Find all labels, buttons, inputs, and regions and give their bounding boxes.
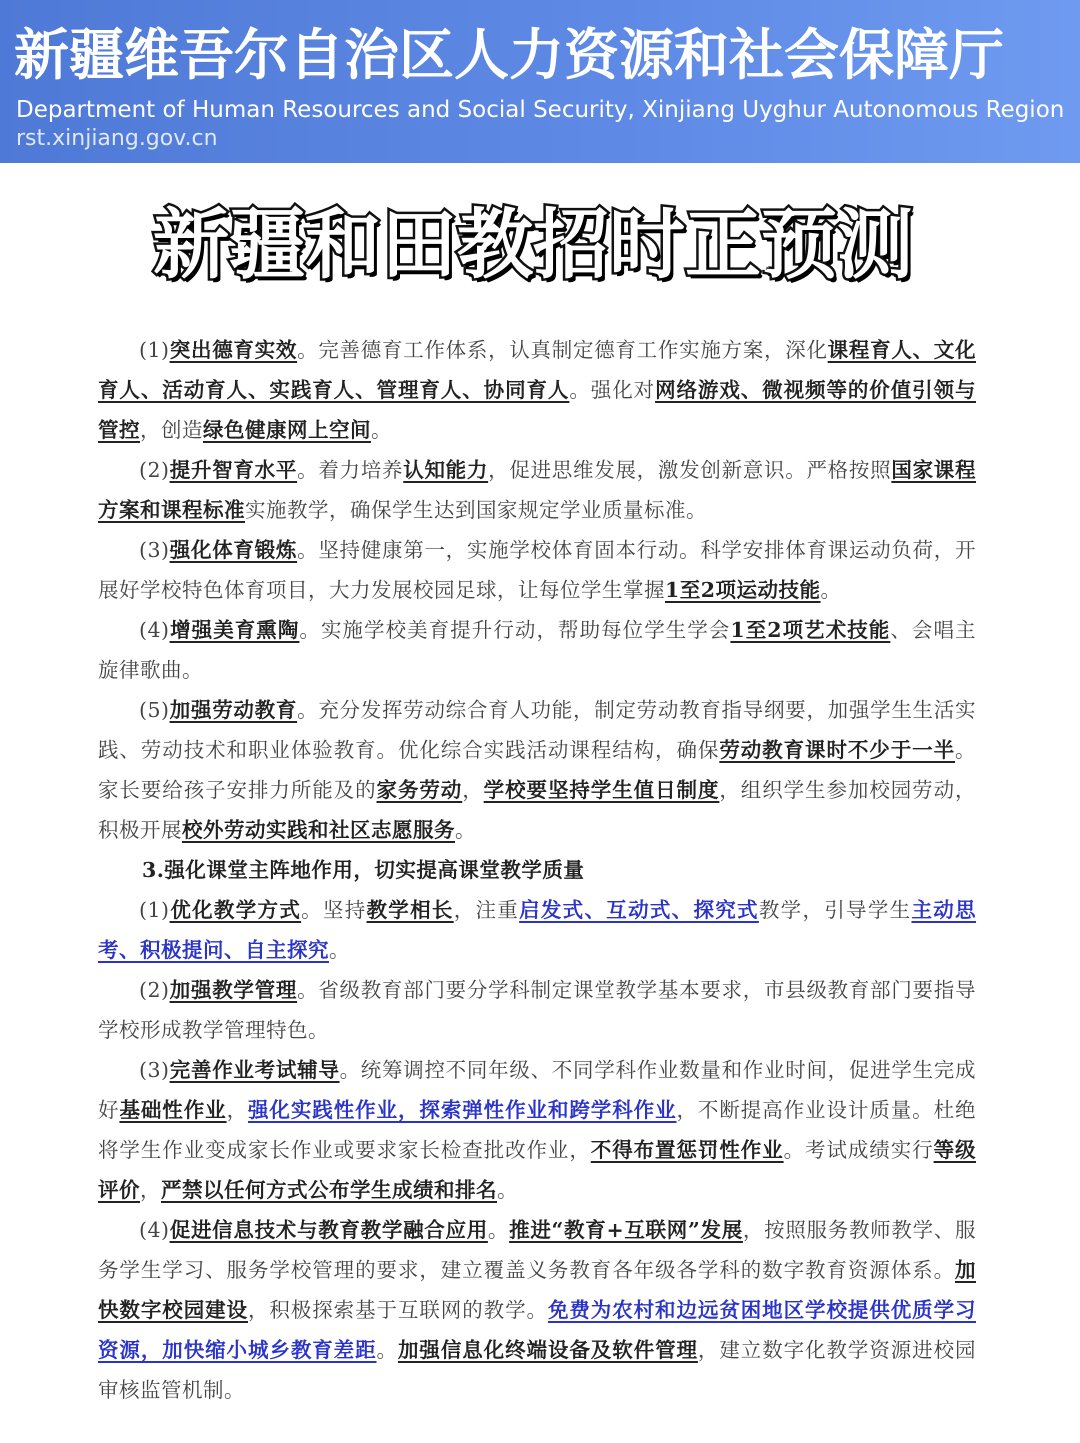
body-text: 。 <box>376 1338 398 1362</box>
department-title-cn: 新疆维吾尔自治区人力资源和社会保障厅 <box>14 23 1005 87</box>
body-text: 。实施学校美育提升行动，帮助每位学生学会 <box>299 618 731 642</box>
emphasis-text: 教学相长 <box>366 898 454 922</box>
header-banner <box>0 0 1080 163</box>
body-text: 、会唱主旋律歌曲。 <box>98 618 977 682</box>
body-text: 。 <box>820 578 842 602</box>
emphasis-text: 1至2项运动技能 <box>665 578 821 602</box>
department-title-en: Department of Human Resources and Social Security, Xinjiang Uyghur Autonomous Region <box>16 97 1065 123</box>
body-text: ，注重 <box>453 898 520 922</box>
body-text: (1) <box>139 338 170 362</box>
body-text: 。 <box>371 418 392 442</box>
body-text: 。考试成绩实行 <box>783 1138 934 1162</box>
blue-emphasis-text: 启发式、互动式、探究式 <box>519 898 759 922</box>
body-text: ， <box>226 1098 248 1122</box>
body-text: ，不断提高作业设计质量。杜绝将学生作业变成家长作业或要求家长检查批改作业， <box>98 1098 977 1162</box>
paragraph <box>98 1050 976 1210</box>
blue-emphasis-text: 强化实践性作业，探索弹性作业和跨学科作业 <box>248 1098 677 1122</box>
emphasis-text: 国家课程方案和课程标准 <box>98 458 977 522</box>
emphasis-text: 加快数字校园建设 <box>98 1258 976 1322</box>
emphasis-text: 等级评价 <box>98 1138 977 1202</box>
body-text: 。坚持健康第一，实施学校体育固本行动。科学安排体育课运动负荷，开展好学校特色体育项目，大力发展校园足球，让每位学生掌握 <box>98 538 977 602</box>
body-text: 实施教学，确保学生达到国家规定学业质量标准。 <box>245 498 707 522</box>
body-text: 。着力培养 <box>297 458 404 482</box>
body-text: (5) <box>139 698 170 722</box>
body-text: ，促进思维发展，激发创新意识。严格按照 <box>488 458 892 482</box>
department-url[interactable]: rst.xinjiang.gov.cn <box>16 126 218 151</box>
blue-emphasis-text: 主动思考、积极提问、自主探究 <box>98 898 977 962</box>
paragraph <box>98 330 976 450</box>
body-text: ，创造 <box>140 418 203 442</box>
emphasis-text: 学校要坚持学生值日制度 <box>483 778 720 802</box>
emphasis-text: 绿色健康网上空间 <box>203 418 371 442</box>
body-text: 。 <box>497 1178 518 1202</box>
section-heading <box>98 850 976 890</box>
emphasis-text: 优化教学方式 <box>169 898 302 922</box>
emphasis-text: 加强劳动教育 <box>169 698 298 722</box>
emphasis-text: 加强信息化终端设备及软件管理 <box>397 1338 698 1362</box>
emphasis-text: 劳动教育课时不少于一半 <box>719 738 956 762</box>
body-text: ，建立数字化教学资源进校园审核监管机制。 <box>98 1338 977 1402</box>
emphasis-text: 1至2项艺术技能 <box>730 618 891 642</box>
emphasis-text: 课程育人、文化育人、活动育人、实践育人、管理育人、协同育人 <box>98 338 977 402</box>
body-text: 。 <box>455 818 476 842</box>
headline: 新疆和田教招时正预测 <box>153 200 913 289</box>
emphasis-text: 提升智育水平 <box>169 458 298 482</box>
body-text: 。坚持 <box>301 898 367 922</box>
body-text: 。充分发挥劳动综合育人功能，制定劳动教育指导纲要，加强学生生活实践、劳动技术和职业体验教育。优化综合实践活动课程结构，确保 <box>98 698 977 762</box>
body-text: 。统筹调控不同年级、不同学科作业数量和作业时间，促进学生完成好 <box>98 1058 977 1122</box>
emphasis-text: 加强教学管理 <box>169 978 298 1002</box>
paragraph <box>98 690 976 850</box>
emphasis-text: 网络游戏、微视频等的价值引领与管控 <box>98 378 977 442</box>
paragraph <box>98 530 976 610</box>
emphasis-text: 完善作业考试辅导 <box>169 1058 340 1082</box>
emphasis-text: 不得布置惩罚性作业 <box>590 1138 784 1162</box>
emphasis-text: 基础性作业 <box>119 1098 227 1122</box>
emphasis-text: 认知能力 <box>403 458 489 482</box>
body-text: 教学，引导学生 <box>758 898 912 922</box>
body-text: ， <box>140 1178 161 1202</box>
body-text: 。省级教育部门要分学科制定课堂教学基本要求，市县级教育部门要指导学校形成教学管理特色。 <box>98 978 977 1042</box>
emphasis-text: 校外劳动实践和社区志愿服务 <box>182 818 455 842</box>
body-text: 。家长要给孩子安排力所能及的 <box>98 738 977 802</box>
body-text: (2) <box>139 458 170 482</box>
body-text: (1) <box>139 898 170 922</box>
body-text: (2) <box>139 978 170 1002</box>
emphasis-text: 增强美育熏陶 <box>169 618 300 642</box>
body-text: ，按照服务教师教学、服务学生学习、服务学校管理的要求，建立覆盖义务教育各年级各学科的数字教育资源体系。 <box>98 1218 977 1282</box>
emphasis-text: 突出德育实效 <box>169 338 298 362</box>
blue-emphasis-text: 免费为农村和边远贫困地区学校提供优质学习资源，加快缩小城乡教育差距 <box>98 1298 977 1362</box>
emphasis-text: 严禁以任何方式公布学生成绩和排名 <box>161 1178 497 1202</box>
body-text: (4) <box>139 618 170 642</box>
emphasis-text: 促进信息技术与教育教学融合应用 <box>169 1218 488 1242</box>
body-text: (4) <box>139 1218 170 1242</box>
body-text: 。强化对 <box>569 378 656 402</box>
body-text: 3.强化课堂主阵地作用，切实提高课堂教学质量 <box>142 858 585 882</box>
paragraph <box>98 610 976 690</box>
emphasis-text: 强化体育锻炼 <box>169 538 298 562</box>
paragraph <box>98 450 976 530</box>
emphasis-text: 家务劳动 <box>376 778 463 802</box>
body-text: 。完善德育工作体系，认真制定德育工作实施方案，深化 <box>297 338 828 362</box>
body-text: (3) <box>139 538 170 562</box>
body-text: 。 <box>487 1218 510 1242</box>
emphasis-text: 推进“教育+互联网”发展 <box>509 1218 743 1242</box>
document-body <box>98 330 976 1410</box>
body-text: 。 <box>329 938 350 962</box>
body-text: ， <box>462 778 484 802</box>
body-text: ，组织学生参加校园劳动，积极开展 <box>98 778 977 842</box>
paragraph <box>98 970 976 1050</box>
paragraph <box>98 1210 976 1410</box>
body-text: (3) <box>139 1058 170 1082</box>
paragraph <box>98 890 976 970</box>
body-text: ，积极探索基于互联网的教学。 <box>247 1298 548 1322</box>
